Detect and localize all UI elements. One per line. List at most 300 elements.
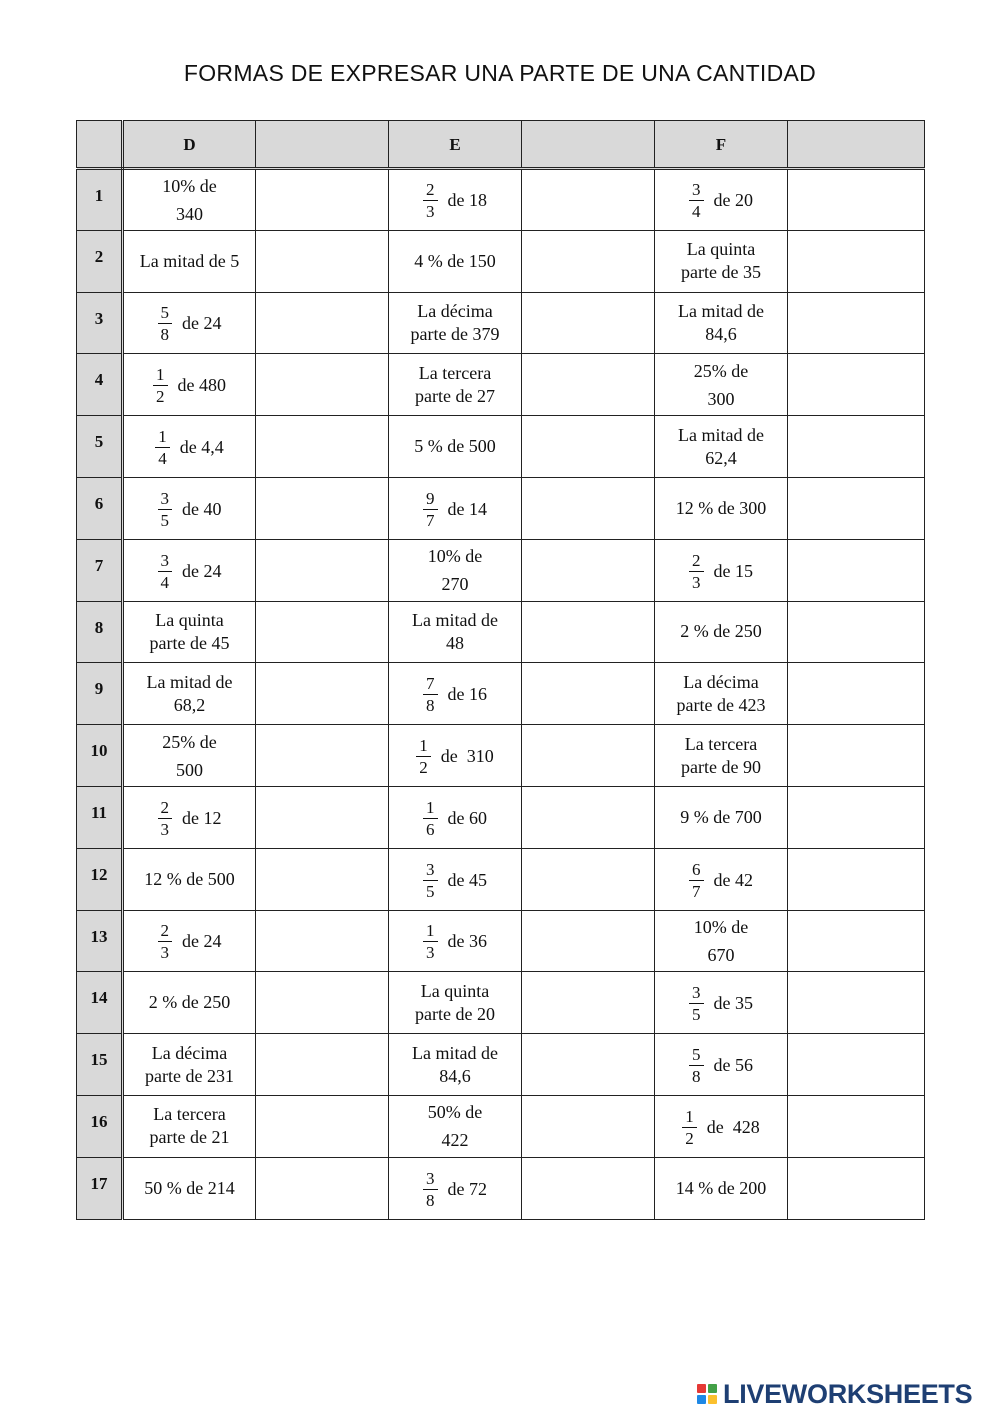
fraction-text: de 56 xyxy=(713,1055,753,1076)
fraction-numerator: 7 xyxy=(423,674,438,695)
expression-cell-e xyxy=(389,1095,522,1157)
fraction-text: de 14 xyxy=(447,498,487,519)
expression-cell-d xyxy=(123,169,256,231)
answer-input-cell[interactable] xyxy=(522,416,655,478)
table-row xyxy=(77,663,925,725)
fraction-expression xyxy=(158,921,222,962)
answer-input-cell[interactable] xyxy=(522,354,655,416)
expression-cell-f xyxy=(655,848,788,910)
fraction-text: de 310 xyxy=(440,746,494,767)
answer-input-cell[interactable] xyxy=(256,416,389,478)
answer-input-cell[interactable] xyxy=(788,786,925,848)
fraction-text: de 480 xyxy=(177,375,226,396)
fraction-denominator: 3 xyxy=(426,202,435,222)
expression-line: 68,2 xyxy=(173,694,206,715)
expression-cell-f xyxy=(655,1095,788,1157)
expression-cell-d xyxy=(123,416,256,478)
fraction-text: de 16 xyxy=(447,684,487,705)
expression-cell-d xyxy=(123,1034,256,1096)
answer-input-cell[interactable] xyxy=(788,230,925,292)
logo-square xyxy=(697,1384,706,1393)
expression-text xyxy=(145,1042,234,1088)
answer-input-cell[interactable] xyxy=(788,910,925,972)
fraction-numerator: 2 xyxy=(158,798,173,819)
fraction-expression xyxy=(689,1045,753,1086)
expression-cell-e xyxy=(389,1157,522,1219)
logo-square xyxy=(708,1395,717,1404)
fraction xyxy=(158,798,173,839)
expression-cell-e xyxy=(389,663,522,725)
fraction-denominator: 2 xyxy=(419,758,428,778)
answer-input-cell[interactable] xyxy=(788,972,925,1034)
fraction-denominator: 4 xyxy=(160,572,169,592)
expression-cell-d xyxy=(123,292,256,354)
fraction-text: de 42 xyxy=(713,869,753,890)
answer-input-cell[interactable] xyxy=(522,848,655,910)
answer-input-cell[interactable] xyxy=(256,1157,389,1219)
fraction xyxy=(155,427,170,468)
worksheet-title: FORMAS DE EXPRESAR UNA PARTE DE UNA CANTIDAD xyxy=(183,60,817,86)
fraction-text: de 12 xyxy=(182,807,222,828)
expression-text xyxy=(140,250,239,273)
expression-line: La quinta xyxy=(686,239,756,260)
expression-cell-d xyxy=(123,601,256,663)
row-number: 10 xyxy=(77,725,123,787)
expression-text xyxy=(681,733,761,779)
fraction-denominator: 7 xyxy=(426,510,435,530)
expression-text xyxy=(144,1177,234,1200)
expression-line: 5 % de 500 xyxy=(414,436,496,457)
fraction-numerator: 6 xyxy=(689,860,704,881)
answer-column-header xyxy=(788,121,925,169)
fraction-expression xyxy=(423,180,487,221)
fraction xyxy=(423,1169,438,1210)
row-number: 13 xyxy=(77,910,123,972)
expression-line: La quinta xyxy=(155,609,224,630)
fraction-text: de 20 xyxy=(713,190,753,211)
fraction-numerator: 3 xyxy=(158,489,173,510)
expression-line: parte de 35 xyxy=(681,262,761,283)
column-header-f: F xyxy=(655,121,788,169)
fraction-denominator: 3 xyxy=(692,572,701,592)
expression-text xyxy=(680,620,761,643)
liveworksheets-logo xyxy=(697,1378,972,1410)
answer-input-cell[interactable] xyxy=(256,663,389,725)
fraction xyxy=(158,303,173,344)
answer-input-cell[interactable] xyxy=(522,972,655,1034)
fraction-expression xyxy=(158,489,222,530)
answer-input-cell[interactable] xyxy=(522,1034,655,1096)
answer-input-cell[interactable] xyxy=(522,477,655,539)
expression-line: 12 % de 300 xyxy=(675,497,767,518)
fraction-denominator: 3 xyxy=(160,819,169,839)
expression-line: La tercera xyxy=(418,362,492,383)
answer-input-cell[interactable] xyxy=(788,292,925,354)
fraction-expression xyxy=(416,736,494,777)
fraction xyxy=(682,1107,697,1148)
expression-cell-e xyxy=(389,230,522,292)
answer-column-header xyxy=(256,121,389,169)
expression-cell-f xyxy=(655,354,788,416)
fraction-text: de 35 xyxy=(713,993,753,1014)
fraction-numerator: 3 xyxy=(158,551,173,572)
fraction-denominator: 5 xyxy=(692,1005,701,1025)
fraction-numerator: 5 xyxy=(689,1045,704,1066)
expression-cell-f xyxy=(655,725,788,787)
answer-column-header xyxy=(522,121,655,169)
expression-cell-f xyxy=(655,1157,788,1219)
answer-input-cell[interactable] xyxy=(522,725,655,787)
expression-line: 2 % de 250 xyxy=(680,621,762,642)
table-row xyxy=(77,601,925,663)
expression-cell-d xyxy=(123,848,256,910)
fraction-text: de 428 xyxy=(706,1116,760,1137)
fraction xyxy=(153,365,168,406)
expression-cell-e xyxy=(389,292,522,354)
fraction-numerator: 1 xyxy=(155,427,170,448)
fraction-text: de 18 xyxy=(447,190,487,211)
expression-cell-e xyxy=(389,169,522,231)
expression-line: La mitad de xyxy=(412,609,498,630)
expression-text xyxy=(681,238,761,284)
fraction-expression xyxy=(689,551,753,592)
header-row xyxy=(77,121,925,169)
fraction xyxy=(423,489,438,530)
answer-input-cell[interactable] xyxy=(522,1095,655,1157)
table-row xyxy=(77,292,925,354)
expression-cell-f xyxy=(655,169,788,231)
expression-cell-e xyxy=(389,910,522,972)
answer-input-cell[interactable] xyxy=(256,539,389,601)
expression-cell-d xyxy=(123,354,256,416)
row-number: 7 xyxy=(77,539,123,601)
answer-input-cell[interactable] xyxy=(256,1034,389,1096)
expression-cell-f xyxy=(655,477,788,539)
expression-line: 340 xyxy=(175,203,203,224)
expression-line: 10% de xyxy=(162,175,217,196)
fraction-denominator: 6 xyxy=(426,819,435,839)
answer-input-cell[interactable] xyxy=(522,539,655,601)
fraction xyxy=(423,798,438,839)
expression-cell-e xyxy=(389,477,522,539)
fraction-numerator: 1 xyxy=(423,798,438,819)
expression-text xyxy=(676,1177,766,1200)
answer-input-cell[interactable] xyxy=(256,477,389,539)
answer-input-cell[interactable] xyxy=(522,663,655,725)
fraction xyxy=(158,489,173,530)
expression-text xyxy=(676,497,766,520)
expression-text xyxy=(694,357,748,413)
fraction-text: de 24 xyxy=(182,931,222,952)
fraction-numerator: 2 xyxy=(158,921,173,942)
expression-cell-f xyxy=(655,663,788,725)
expression-cell-d xyxy=(123,663,256,725)
expression-line: parte de 21 xyxy=(149,1127,230,1148)
fraction-text: de 24 xyxy=(182,560,222,581)
fraction xyxy=(423,921,438,962)
answer-input-cell[interactable] xyxy=(788,663,925,725)
expression-line: parte de 90 xyxy=(681,756,761,777)
fraction-denominator: 3 xyxy=(160,943,169,963)
row-number: 15 xyxy=(77,1034,123,1096)
expression-cell-d xyxy=(123,230,256,292)
fraction-expression xyxy=(158,551,222,592)
table-row xyxy=(77,169,925,231)
answer-input-cell[interactable] xyxy=(256,848,389,910)
answer-input-cell[interactable] xyxy=(256,910,389,972)
expression-cell-f xyxy=(655,1034,788,1096)
expression-line: parte de 20 xyxy=(415,1003,495,1024)
expression-line: 48 xyxy=(446,632,464,653)
answer-input-cell[interactable] xyxy=(788,354,925,416)
fraction-text: de 24 xyxy=(182,313,222,334)
expression-text xyxy=(412,609,498,655)
expression-cell-f xyxy=(655,601,788,663)
fraction xyxy=(689,860,704,901)
row-number: 6 xyxy=(77,477,123,539)
expression-cell-d xyxy=(123,1095,256,1157)
fraction xyxy=(689,180,704,221)
row-number: 3 xyxy=(77,292,123,354)
table-row xyxy=(77,786,925,848)
answer-input-cell[interactable] xyxy=(256,354,389,416)
row-number: 14 xyxy=(77,972,123,1034)
answer-input-cell[interactable] xyxy=(788,169,925,231)
fraction-text: de 36 xyxy=(447,931,487,952)
answer-input-cell[interactable] xyxy=(522,292,655,354)
fraction-denominator: 7 xyxy=(692,881,701,901)
fraction-expression xyxy=(158,798,222,839)
row-number: 11 xyxy=(77,786,123,848)
fraction-text: de 60 xyxy=(447,807,487,828)
expression-line: 10% de xyxy=(693,916,749,937)
fraction-numerator: 2 xyxy=(423,180,438,201)
expression-cell-f xyxy=(655,230,788,292)
expression-line: parte de 423 xyxy=(676,694,766,715)
expression-line: 14 % de 200 xyxy=(675,1177,767,1198)
expression-text xyxy=(150,1103,230,1149)
fraction-text: de 40 xyxy=(182,498,222,519)
fraction-expression xyxy=(423,674,487,715)
table-row xyxy=(77,1034,925,1096)
expression-line: La mitad de xyxy=(412,1042,498,1063)
expression-text xyxy=(678,300,764,346)
expression-cell-e xyxy=(389,601,522,663)
fraction-expression xyxy=(423,860,487,901)
expression-text xyxy=(414,250,495,273)
fraction-text: de 4,4 xyxy=(179,437,224,458)
logo-text: LIVEWORKSHEETS xyxy=(723,1378,973,1409)
expression-cell-f xyxy=(655,292,788,354)
expression-line: parte de 231 xyxy=(145,1065,234,1086)
row-number: 5 xyxy=(77,416,123,478)
row-number: 8 xyxy=(77,601,123,663)
fraction-denominator: 8 xyxy=(692,1067,701,1087)
logo-square xyxy=(708,1384,717,1393)
fraction-expression xyxy=(423,921,487,962)
expression-line: La quinta xyxy=(420,980,490,1001)
expression-line: La mitad de xyxy=(146,671,233,692)
expression-text xyxy=(415,362,495,408)
answer-input-cell[interactable] xyxy=(788,725,925,787)
expression-line: 270 xyxy=(441,574,469,595)
fraction-numerator: 1 xyxy=(416,736,431,757)
fraction-expression xyxy=(423,489,487,530)
answer-input-cell[interactable] xyxy=(522,1157,655,1219)
expression-line: 84,6 xyxy=(705,323,737,344)
expression-line: 25% de xyxy=(162,731,217,752)
fraction-expression xyxy=(423,798,487,839)
expression-cell-d xyxy=(123,477,256,539)
answer-input-cell[interactable] xyxy=(788,848,925,910)
answer-input-cell[interactable] xyxy=(256,169,389,231)
expression-line: 2 % de 250 xyxy=(148,992,231,1013)
expression-text xyxy=(411,300,500,346)
answer-input-cell[interactable] xyxy=(788,601,925,663)
fraction-numerator: 1 xyxy=(682,1107,697,1128)
fraction-text: de 72 xyxy=(447,1178,487,1199)
expression-line: 50% de xyxy=(427,1102,483,1123)
expression-line: La mitad de xyxy=(678,424,764,445)
answer-input-cell[interactable] xyxy=(788,477,925,539)
fraction xyxy=(423,674,438,715)
fraction-numerator: 2 xyxy=(689,551,704,572)
answer-input-cell[interactable] xyxy=(256,601,389,663)
expression-cell-d xyxy=(123,725,256,787)
expression-text xyxy=(680,806,761,829)
expression-cell-e xyxy=(389,416,522,478)
answer-input-cell[interactable] xyxy=(256,725,389,787)
fraction-text: de 45 xyxy=(447,869,487,890)
expression-cell-d xyxy=(123,910,256,972)
answer-input-cell[interactable] xyxy=(256,786,389,848)
expression-cell-e xyxy=(389,786,522,848)
fraction-denominator: 5 xyxy=(160,510,169,530)
expression-line: La décima xyxy=(151,1042,228,1063)
answer-input-cell[interactable] xyxy=(256,292,389,354)
expression-line: parte de 27 xyxy=(415,385,495,406)
expression-line: La tercera xyxy=(153,1104,226,1125)
expression-line: 4 % de 150 xyxy=(414,250,496,271)
expression-line: 25% de xyxy=(693,360,749,381)
answer-input-cell[interactable] xyxy=(256,1095,389,1157)
fraction-denominator: 5 xyxy=(426,881,435,901)
fraction-expression xyxy=(682,1107,760,1148)
expression-line: 62,4 xyxy=(705,447,737,468)
expression-text xyxy=(677,671,766,717)
fraction-numerator: 3 xyxy=(423,1169,438,1190)
answer-input-cell[interactable] xyxy=(522,169,655,231)
answer-input-cell[interactable] xyxy=(788,539,925,601)
table-row xyxy=(77,539,925,601)
fraction xyxy=(423,180,438,221)
logo-square xyxy=(697,1395,706,1404)
expression-cell-d xyxy=(123,539,256,601)
table-row xyxy=(77,972,925,1034)
fraction-numerator: 1 xyxy=(153,365,168,386)
expression-text xyxy=(414,435,495,458)
row-number: 9 xyxy=(77,663,123,725)
expression-cell-d xyxy=(123,1157,256,1219)
expression-cell-f xyxy=(655,416,788,478)
expression-line: 12 % de 500 xyxy=(144,868,235,889)
answer-input-cell[interactable] xyxy=(788,1095,925,1157)
fraction-expression xyxy=(689,860,753,901)
fraction-numerator: 3 xyxy=(689,983,704,1004)
fraction-text: de 15 xyxy=(713,560,753,581)
expression-text xyxy=(149,991,230,1014)
expression-cell-f xyxy=(655,972,788,1034)
expression-text xyxy=(428,1098,482,1154)
fraction xyxy=(416,736,431,777)
expression-line: La mitad de xyxy=(678,300,764,321)
expression-line: La mitad de 5 xyxy=(139,250,240,271)
expression-cell-f xyxy=(655,786,788,848)
expression-cell-f xyxy=(655,910,788,972)
fraction-denominator: 8 xyxy=(426,696,435,716)
fraction-expression xyxy=(689,983,753,1024)
answer-input-cell[interactable] xyxy=(522,230,655,292)
table-row xyxy=(77,477,925,539)
answer-input-cell[interactable] xyxy=(788,1034,925,1096)
expression-text xyxy=(144,868,234,891)
answer-input-cell[interactable] xyxy=(522,601,655,663)
expression-cell-e xyxy=(389,725,522,787)
expression-cell-d xyxy=(123,786,256,848)
expression-cell-e xyxy=(389,1034,522,1096)
row-number: 1 xyxy=(77,169,123,231)
expression-line: 670 xyxy=(707,944,735,965)
fraction-denominator: 8 xyxy=(160,325,169,345)
row-number: 12 xyxy=(77,848,123,910)
expression-text xyxy=(694,913,748,969)
expression-line: 422 xyxy=(441,1130,469,1151)
logo-mark-icon xyxy=(697,1384,717,1404)
fraction xyxy=(689,983,704,1024)
column-header-d: D xyxy=(123,121,256,169)
fraction-expression xyxy=(153,365,226,406)
fraction xyxy=(158,921,173,962)
expression-line: 300 xyxy=(707,388,735,409)
expression-line: La tercera xyxy=(684,733,758,754)
expression-cell-f xyxy=(655,539,788,601)
column-header-e: E xyxy=(389,121,522,169)
expression-text xyxy=(428,542,482,598)
fraction xyxy=(158,551,173,592)
table-row xyxy=(77,725,925,787)
answer-input-cell[interactable] xyxy=(788,1157,925,1219)
fraction-denominator: 4 xyxy=(158,449,167,469)
expression-cell-e xyxy=(389,848,522,910)
fraction-expression xyxy=(155,427,224,468)
table-row xyxy=(77,416,925,478)
expression-cell-e xyxy=(389,972,522,1034)
fraction-numerator: 5 xyxy=(158,303,173,324)
answer-input-cell[interactable] xyxy=(522,786,655,848)
answer-input-cell[interactable] xyxy=(788,416,925,478)
expression-line: parte de 45 xyxy=(149,632,230,653)
expression-line: 50 % de 214 xyxy=(144,1177,235,1198)
expression-line: parte de 379 xyxy=(410,323,500,344)
answer-input-cell[interactable] xyxy=(256,230,389,292)
expression-text xyxy=(162,172,216,228)
fraction-denominator: 8 xyxy=(426,1190,435,1210)
fraction xyxy=(689,1045,704,1086)
row-number: 2 xyxy=(77,230,123,292)
table-row xyxy=(77,354,925,416)
answer-input-cell[interactable] xyxy=(522,910,655,972)
answer-input-cell[interactable] xyxy=(256,972,389,1034)
